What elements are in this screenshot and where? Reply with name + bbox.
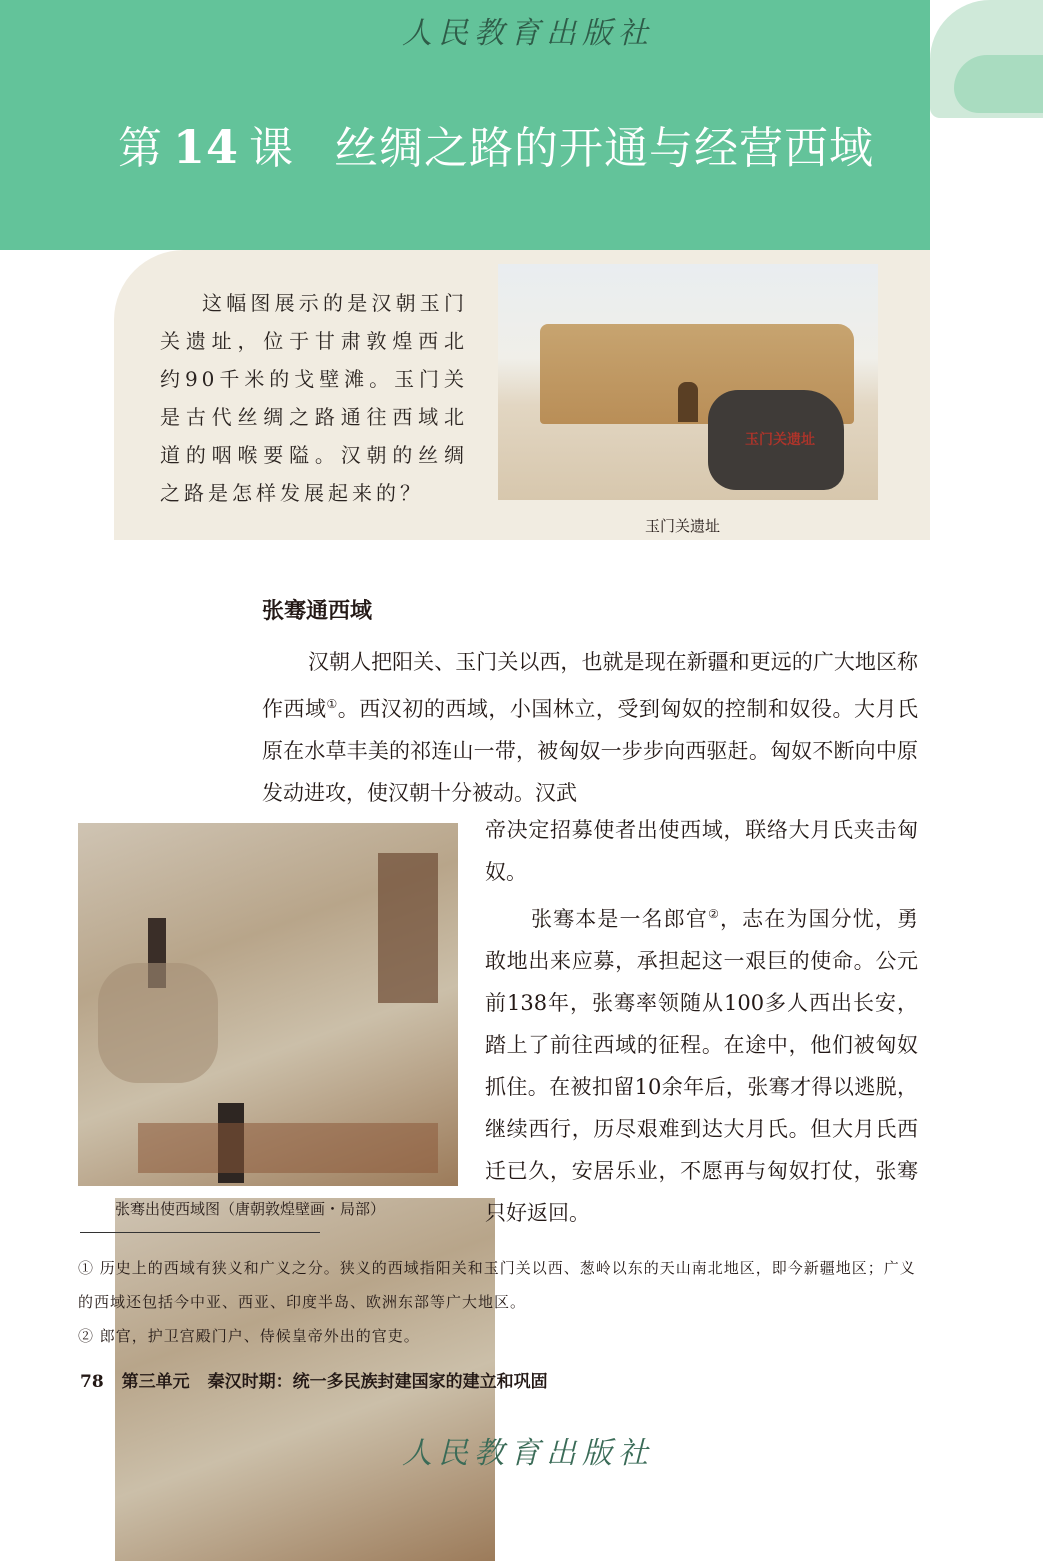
footnote-divider bbox=[80, 1232, 320, 1233]
mural-caption: 张骞出使西域图（唐朝敦煌壁画・局部） bbox=[115, 1198, 495, 1561]
footnote-2: ② 郎官，护卫宫殿门户、侍候皇帝外出的官吏。 bbox=[78, 1327, 420, 1345]
footnote-marker-1: ① bbox=[326, 697, 338, 711]
lesson-number: 14 bbox=[173, 120, 240, 174]
page-footer bbox=[80, 1367, 566, 1392]
mural-figures bbox=[138, 1123, 438, 1173]
page-number: 78 bbox=[80, 1372, 104, 1392]
lesson-title bbox=[118, 112, 874, 176]
footnote-1: ① 历史上的西域有狭义和广义之分。狭义的西域指阳关和玉门关以西、葱岭以东的天山南北地区，即今新疆地区；广义的西域还包括今中亚、西亚、印度半岛、欧洲东部等广大地区。 bbox=[78, 1259, 916, 1311]
unit-title: 秦汉时期：统一多民族封建国家的建立和巩固 bbox=[207, 1372, 548, 1392]
lesson-name: 丝绸之路的开通与经营西域 bbox=[334, 123, 875, 174]
mural-building bbox=[378, 853, 438, 1003]
lesson-prefix: 第 bbox=[118, 123, 163, 174]
dunhuang-mural-image bbox=[78, 823, 458, 1186]
paragraph-1-text-a: 汉朝人把阳关、玉门关以西，也就是现在新疆和更远的广大地区称作西域 bbox=[262, 650, 918, 721]
corner-shape-dark bbox=[954, 55, 1043, 113]
yumen-photo-caption: 玉门关遗址 bbox=[645, 517, 721, 535]
paragraph-1-text-b: 。西汉初的西域，小国林立，受到匈奴的控制和奴役。大月氏原在水草丰美的祁连山一带，被匈奴一步步向西驱赶。匈奴不断向中原发动进攻，使汉朝十分被动。汉武 bbox=[262, 697, 918, 805]
ruin-doorway bbox=[678, 382, 698, 422]
paragraph-2 bbox=[485, 893, 918, 1234]
paragraph-1 bbox=[262, 641, 918, 814]
corner-decoration bbox=[930, 0, 1043, 130]
publisher-logo-bottom: 人民教育出版社 bbox=[402, 1436, 654, 1471]
unit-label: 第三单元 bbox=[121, 1372, 190, 1392]
paragraph-1-continued: 帝决定招募使者出使西域，联络大月氏夹击匈奴。 bbox=[485, 818, 918, 884]
yumen-pass-photo bbox=[498, 264, 878, 500]
lesson-suffix: 课 bbox=[249, 123, 295, 174]
publisher-logo-top: 人民教育出版社 bbox=[402, 16, 654, 51]
footnote-marker-2: ② bbox=[708, 907, 720, 921]
paragraph-2-text-a: 张骞本是一名郎官 bbox=[531, 907, 709, 931]
section-heading: 张骞通西域 bbox=[262, 598, 373, 624]
mural-landscape bbox=[98, 963, 218, 1083]
intro-text: 这幅图展示的是汉朝玉门关遗址，位于甘肃敦煌西北约90千米的戈壁滩。玉门关是古代丝绸之路通往西域北道的咽喉要隘。汉朝的丝绸之路是怎样发展起来的？ bbox=[160, 291, 468, 505]
stone-inscription: 玉门关遗址 bbox=[745, 432, 815, 448]
paragraph-2-text-b: ，志在为国分忧，勇敢地出来应募，承担起这一艰巨的使命。公元前138年，张骞率领随从100多人西出长安，踏上了前往西域的征程。在途中，他们被匈奴抓住。在被扣留10余年后，张骞才得以逃脱，继续西行，历尽艰难到达大月氏。但大月氏西迁已久，安居乐业，不愿再与匈奴打仗，张骞只好返回。 bbox=[485, 907, 919, 1225]
